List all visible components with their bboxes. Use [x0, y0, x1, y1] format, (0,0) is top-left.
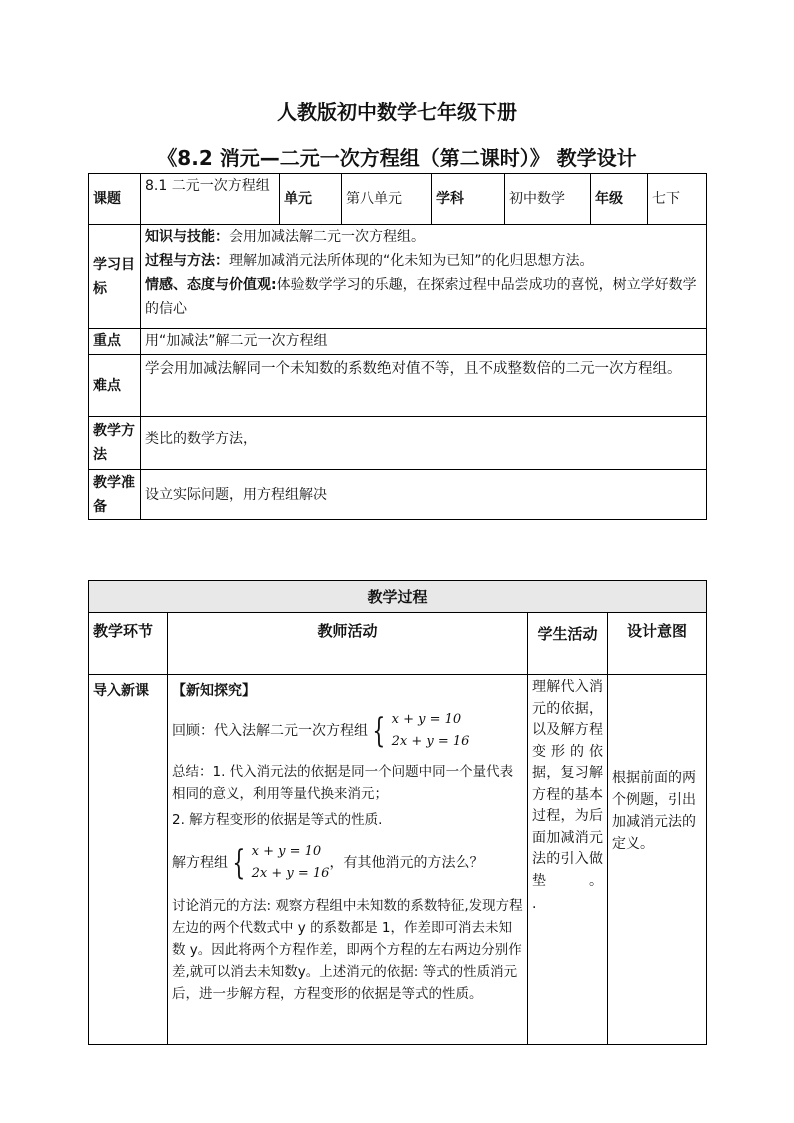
- solve-line: [172, 841, 523, 885]
- process-header: 教学过程: [89, 581, 707, 613]
- solve-suffix: ，有其他消元的方法么？: [329, 855, 484, 871]
- key-label: 重点: [89, 329, 141, 355]
- unit-label: 单元: [280, 174, 342, 225]
- goal1-head: 知识与技能：: [145, 229, 229, 245]
- prep-text: 设立实际问题，用方程组解决: [141, 470, 707, 520]
- difficulty-label: 难点: [89, 355, 141, 417]
- eq2: 2x + y = 16: [391, 734, 470, 749]
- student-dot: .: [532, 896, 537, 912]
- brace-icon: {: [372, 711, 386, 751]
- goal2-head: 过程与方法：: [145, 253, 229, 269]
- course-value: 8.1 二元一次方程组: [141, 174, 280, 225]
- info-table: [88, 173, 707, 520]
- goal2-text: 理解加减消元法所体现的“化未知为已知”的化归思想方法。: [229, 253, 594, 269]
- doc-title: 人教版初中数学七年级下册: [277, 100, 517, 124]
- review-prefix: 回顾：代入法解二元一次方程组: [172, 723, 368, 739]
- section-heading: 【新知探究】: [172, 683, 256, 699]
- teacher-cell: [168, 675, 528, 1045]
- course-label: 课题: [89, 174, 141, 225]
- process-table: [88, 580, 707, 1045]
- eq1: x + y = 10: [391, 712, 462, 727]
- col-student: 学生活动: [528, 613, 608, 675]
- prep-label: 教学准备: [89, 470, 141, 520]
- student-cell: [528, 675, 608, 1045]
- grade-value: 七下: [648, 174, 707, 225]
- key-text: 用“加减法”解二元一次方程组: [141, 329, 707, 355]
- difficulty-text: 学会用加减法解同一个未知数的系数绝对值不等，且不成整数倍的二元一次方程组。: [141, 355, 707, 417]
- goal3-head: 情感、态度与价值观:: [145, 277, 277, 293]
- discussion-text: 讨论消元的方法: 观察方程组中未知数的系数特征,发现方程左边的两个代数式中 y 的系数都是 1，作差即可消去未知数 y。因此将两个方程作差，即两个方程的左右两边分别作差,就可以消去未知数y。上述消元的依据: 等式的性质消元后，进一步解方程，方程变形的依据是等式的性质。: [172, 898, 523, 1002]
- eq1: x + y = 10: [251, 844, 322, 859]
- summary-1: 总结：1. 代入消元法的依据是同一个问题中同一个量代表相同的意义，利用等量代换来消元；: [172, 764, 514, 802]
- review-line: [172, 709, 523, 753]
- student-text: 理解代入消元的依据，以及解方程变形的依据，复习解方程的基本过程，为后面加减消元法的引入做垫。: [532, 679, 603, 889]
- method-text: 类比的数学方法，: [141, 417, 707, 470]
- goal1-text: 会用加减法解二元一次方程组。: [229, 229, 425, 245]
- eq2: 2x + y = 16: [251, 866, 330, 881]
- goals-cell: [141, 225, 707, 329]
- method-label: 教学方法: [89, 417, 141, 470]
- brace-icon: {: [232, 843, 246, 883]
- goals-label: 学习目标: [89, 225, 141, 329]
- equation-system-2: [228, 841, 329, 885]
- grade-label: 年级: [591, 174, 648, 225]
- col-stage: 教学环节: [89, 613, 168, 675]
- summary-2: 2. 解方程变形的依据是等式的性质.: [172, 812, 383, 828]
- solve-prefix: 解方程组: [172, 855, 228, 871]
- unit-value: 第八单元: [342, 174, 432, 225]
- col-intent: 设计意图: [608, 613, 707, 675]
- intent-text: 根据前面的两个例题，引出加减消元法的定义。: [608, 675, 707, 1045]
- subject-value: 初中数学: [505, 174, 591, 225]
- goal3-text: 体验数学学习的乐趣，在探索过程中品尝成功的喜悦，树立学好数学的信心: [145, 277, 697, 317]
- equation-system-1: [368, 709, 469, 753]
- subject-label: 学科: [432, 174, 505, 225]
- doc-subtitle: 《8.2 消元—二元一次方程组（第二课时）》 教学设计: [157, 146, 637, 170]
- col-teacher: 教师活动: [168, 613, 528, 675]
- stage-cell: 导入新课: [89, 675, 168, 1045]
